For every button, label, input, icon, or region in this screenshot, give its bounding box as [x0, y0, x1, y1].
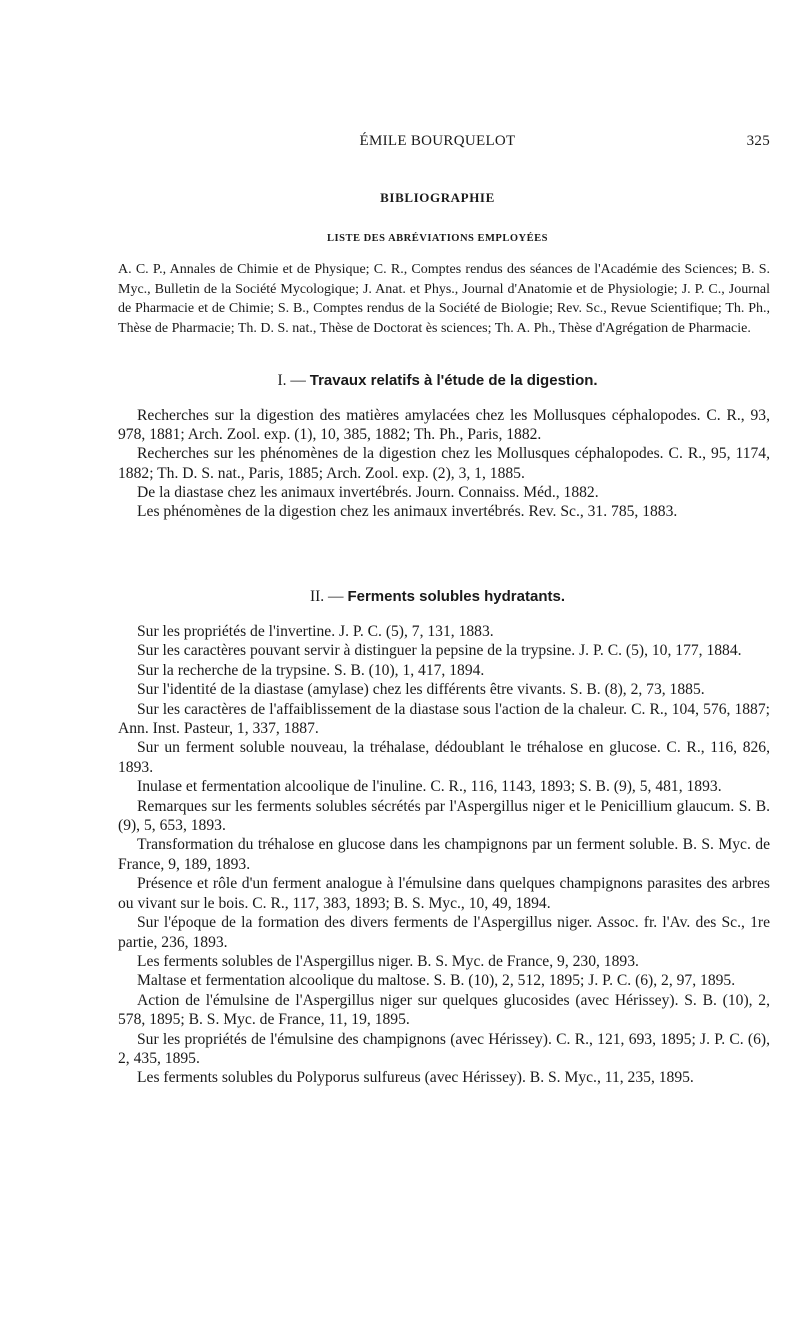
section-2-label: Ferments solubles hydratants. — [347, 588, 565, 605]
reference-entry: Remarques sur les ferments solubles sécrétés par l'Aspergillus niger et le Penicillium glaucum. S. B. (9), 5, 653, 1893. — [118, 797, 770, 835]
reference-entry: Action de l'émulsine de l'Aspergillus niger sur quelques glucosides (avec Hérissey). S. B. (10), 2, 578, 1895; B. S. Myc. de France, 11, 19, 1895. — [118, 991, 770, 1029]
section-1-references — [118, 406, 770, 521]
reference-entry: Les phénomènes de la digestion chez les animaux invertébrés. Rev. Sc., 31. 785, 1883. — [137, 503, 678, 521]
page-title: BIBLIOGRAPHIE — [380, 190, 495, 205]
reference-entry: Sur les propriétés de l'émulsine des champignons (avec Hérissey). C. R., 121, 693, 1895; J. P. C. (6), 2, 435, 1895. — [118, 1030, 770, 1067]
section-2-number: II. — — [309, 588, 344, 605]
reference-entry: Sur les caractères pouvant servir à distinguer la pepsine de la trypsine. J. P. C. (5), 10, 177, 1884. — [137, 642, 742, 660]
reference-entry: Maltase et fermentation alcoolique du maltose. S. B. (10), 2, 512, 1895; J. P. C. (6), 2, 97, 1895. — [137, 972, 736, 990]
reference-entry: Les ferments solubles de l'Aspergillus niger. B. S. Myc. de France, 9, 230, 1893. — [137, 952, 639, 970]
reference-entry: Sur les propriétés de l'invertine. J. P. C. (5), 7, 131, 1883. — [137, 623, 494, 640]
reference-entry: Présence et rôle d'un ferment analogue à l'émulsine dans quelques champignons parasites des arbres ou vivant sur le bois. C. R., 117, 383, 1893; B. S. Myc., 10, 49, 1894. — [118, 875, 770, 912]
reference-entry: Sur la recherche de la trypsine. S. B. (10), 1, 417, 1894. — [137, 661, 485, 679]
reference-entry: Inulase et fermentation alcoolique de l'inuline. C. R., 116, 1143, 1893; S. B. (9), 5, 481, 1893. — [137, 778, 722, 796]
reference-entry: De la diastase chez les animaux invertébrés. Journ. Connaiss. Méd., 1882. — [137, 483, 599, 501]
section-heading-2 — [105, 588, 770, 606]
reference-entry: Transformation du tréhalose en glucose dans les champignons par un ferment soluble. B. S. Myc. de France, 9, 189, 1893. — [118, 836, 770, 873]
section-1-label: Travaux relatifs à l'étude de la digestion. — [309, 372, 598, 389]
page-number: 325 — [746, 133, 770, 149]
section-heading-1 — [105, 372, 770, 390]
abbreviations-heading: LISTE DES ABRÉVIATIONS EMPLOYÉES — [327, 233, 548, 244]
reference-entry: Sur un ferment soluble nouveau, la tréhalase, dédoublant le tréhalose en glucose. C. R., 116, 826, 1893. — [118, 739, 770, 776]
reference-entry: Sur l'époque de la formation des divers ferments de l'Aspergillus niger. Assoc. fr. l'Av. des Sc., 1re partie, 236, 1893. — [118, 914, 770, 951]
section-1-number: I. — — [277, 372, 306, 389]
reference-entry: Les ferments solubles du Polyporus sulfureus (avec Hérissey). B. S. Myc., 11, 235, 1895. — [137, 1069, 694, 1087]
reference-entry: Recherches sur les phénomènes de la digestion chez les Mollusques céphalopodes. C. R., 95, 1174, 1882; Th. D. S. nat., Paris, 1885; Arch. Zool. exp. (2), 3, 1, 1885. — [118, 445, 770, 482]
reference-entry: Recherches sur la digestion des matières amylacées chez les Mollusques céphalopodes. C. R., 93, 978, 1881; Arch. Zool. exp. (1), 10, 385, 1882; Th. Ph., Paris, 1882. — [118, 407, 770, 444]
reference-entry: Sur l'identité de la diastase (amylase) chez les différents être vivants. S. B. (8), 2, 73, 1885. — [137, 681, 705, 699]
reference-entry: Sur les caractères de l'affaiblissement de la diastase sous l'action de la chaleur. C. R., 104, 576, 1887; Ann. Inst. Pasteur, 1, 337, 1887. — [118, 700, 770, 738]
abbreviations-paragraph: A. C. P., Annales de Chimie et de Physique; C. R., Comptes rendus des séances de l'Académie des Sciences; B. S. Myc., Bulletin de la Société Mycologique; J. Anat. et Phys., Journal d'Anatomie et de Physiologie; J. P. C., Journal de Pharmacie et de Chimie; S. B., Comptes rendus de la Société de Biologie; Rev. Sc., Revue Scientifique; Th. Ph., Thèse de Pharmacie; Th. D. S. nat., Thèse de Doctorat ès sciences; Th. A. Ph., Thèse d'Agrégation de Pharmacie. — [118, 262, 770, 336]
section-2-references — [118, 622, 770, 1088]
running-head-author: ÉMILE BOURQUELOT — [359, 133, 516, 149]
